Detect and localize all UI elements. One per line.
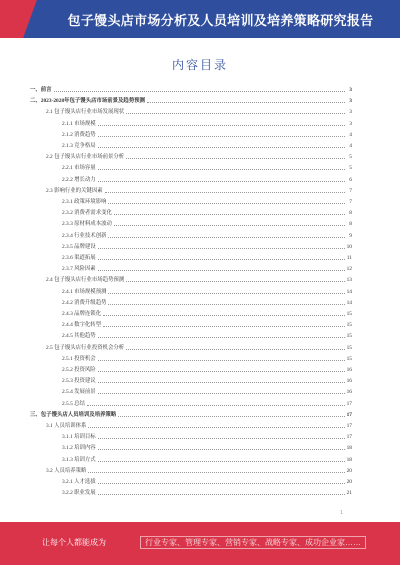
toc-leader-dots — [103, 325, 345, 327]
toc-entry-label: 2.4.3 品牌连锁化 — [62, 311, 102, 317]
toc-entry-page: 17 — [346, 434, 352, 441]
toc-entry[interactable] — [62, 254, 352, 262]
toc-entry[interactable] — [62, 288, 352, 296]
report-title: 包子馒头店市场分析及人员培训及培养策略研究报告 — [67, 13, 374, 28]
toc-entry-page: 4 — [349, 143, 352, 149]
toc-entry[interactable] — [62, 198, 352, 206]
toc-entry-label: 2.3.2 消费者需求变化 — [62, 210, 112, 217]
toc-entry-page: 8 — [349, 210, 352, 217]
toc-entry[interactable] — [62, 142, 352, 150]
toc-leader-dots — [98, 336, 345, 338]
toc-entry[interactable] — [62, 377, 352, 385]
toc-entry-page: 6 — [349, 176, 352, 183]
toc-entry-label: 2.5.4 发展前景 — [62, 389, 96, 396]
toc-entry[interactable] — [62, 164, 352, 172]
toc-entry[interactable] — [46, 108, 352, 116]
toc-leader-dots — [98, 269, 345, 271]
toc-entry[interactable] — [46, 153, 352, 161]
toc-leader-dots — [54, 90, 345, 92]
toc-entry[interactable] — [46, 467, 352, 475]
toc-entry-label: 3.2.2 职业发展 — [62, 490, 96, 497]
toc-entry-page: 17 — [346, 423, 352, 429]
report-header — [0, 0, 400, 38]
toc-entry-label: 2.1.1 市场规模 — [62, 120, 96, 127]
toc-leader-dots — [98, 180, 345, 182]
toc-entry-label: 2.4 包子馒头店行业市场趋势预测 — [46, 277, 125, 284]
toc-entry-label: 3.1 人员培训体系 — [46, 423, 87, 429]
footer-tag: 让每个人都能成为 — [42, 538, 106, 547]
toc-entry-page: 7 — [349, 187, 352, 194]
toc-entry-page: 15 — [346, 311, 352, 317]
toc-entry-label: 2.4.4 数字化转型 — [62, 322, 102, 329]
toc-entry-label: 2.1.3 竞争格局 — [62, 143, 96, 149]
toc-leader-dots — [98, 493, 345, 495]
toc-entry-label: 2.1.2 消费趋势 — [62, 131, 96, 138]
toc-leader-dots — [98, 168, 345, 170]
toc-entry-label: 2.2.1 市场容量 — [62, 165, 96, 172]
toc-leader-dots — [98, 460, 345, 462]
toc-entry-page: 4 — [349, 131, 352, 138]
toc-entry-page: 14 — [346, 288, 352, 295]
toc-entry[interactable] — [62, 120, 352, 128]
toc-entry-label: 2.4.5 其他趋势 — [62, 333, 96, 340]
toc-leader-dots — [88, 426, 345, 428]
toc-entry[interactable] — [62, 332, 352, 340]
toc-entry-page: 15 — [346, 344, 352, 351]
toc-entry-label: 3.1.2 培训内容 — [62, 445, 96, 452]
toc-leader-dots — [126, 348, 345, 350]
toc-entry-page: 17 — [346, 400, 352, 407]
toc-entry[interactable] — [62, 388, 352, 396]
toc-leader-dots — [108, 303, 345, 305]
toc-heading: 内容目录 — [171, 58, 228, 72]
toc-leader-dots — [114, 224, 345, 226]
toc-leader-dots — [108, 292, 345, 294]
toc-leader-dots — [98, 392, 345, 394]
toc-leader-dots — [98, 359, 345, 361]
toc-leader-dots — [98, 437, 345, 439]
toc-entry[interactable] — [62, 220, 352, 228]
toc-entry[interactable] — [62, 478, 352, 486]
toc-entry[interactable] — [62, 209, 352, 217]
toc-leader-dots — [108, 236, 345, 238]
toc-entry-label: 2.5.3 投资建议 — [62, 378, 96, 385]
toc-entry-page: 16 — [346, 367, 352, 373]
toc-entry[interactable] — [62, 489, 352, 497]
toc-entry-label: 一、前言 — [30, 87, 52, 93]
toc-entry[interactable] — [62, 131, 352, 139]
toc-entry-label: 2.4.1 市场规模预测 — [62, 288, 107, 295]
toc-entry[interactable] — [62, 400, 352, 408]
toc-entry-page: 11 — [346, 255, 352, 261]
toc-entry-label: 2.3 影响行业的关键因素 — [46, 187, 103, 194]
toc-leader-dots — [98, 124, 345, 126]
toc-leader-dots — [98, 258, 345, 260]
toc-entry-page: 17 — [346, 411, 352, 418]
toc-entry[interactable] — [30, 97, 352, 105]
toc-leader-dots — [126, 157, 345, 159]
toc-leader-dots — [98, 370, 345, 372]
toc-leader-dots — [126, 280, 345, 282]
toc-entry[interactable] — [62, 232, 352, 240]
toc-entry-label: 2.3.7 风险因素 — [62, 266, 96, 273]
toc-entry-label: 2.5.5 总结 — [62, 400, 85, 407]
toc-entry-page: 3 — [349, 87, 352, 93]
toc-entry[interactable] — [62, 355, 352, 363]
toc-entry[interactable] — [62, 321, 352, 329]
toc-entry-label: 2.5.2 投资风险 — [62, 367, 96, 373]
toc-entry-page: 16 — [346, 378, 352, 385]
toc-leader-dots — [105, 191, 345, 193]
toc-entry[interactable] — [62, 444, 352, 452]
toc-leader-dots — [98, 247, 345, 249]
toc-entry-page: 14 — [346, 299, 352, 306]
toc-entry-label: 2.2 包子馒头店行业市场前景分析 — [46, 154, 125, 161]
toc-entry-page: 9 — [349, 232, 352, 239]
toc-leader-dots — [98, 448, 345, 450]
toc-entry-page: 16 — [346, 389, 352, 396]
toc-entry-label: 三、包子馒头店人员培训及培养策略 — [30, 411, 117, 418]
toc-entry[interactable] — [46, 344, 352, 352]
toc-entry-label: 3.1.1 培训目标 — [62, 434, 96, 441]
table-of-contents — [30, 86, 352, 506]
footer-tagline: 行业专家、管理专家、营销专家、战略专家、成功企业家…… — [140, 536, 366, 549]
toc-leader-dots — [126, 112, 345, 114]
toc-entry-page: 5 — [349, 165, 352, 172]
toc-leader-dots — [103, 314, 345, 316]
toc-entry-page: 10 — [346, 243, 352, 250]
toc-entry-label: 2.5.1 投资机会 — [62, 355, 96, 362]
header-accent-stripe — [0, 0, 37, 38]
toc-entry[interactable] — [30, 86, 352, 94]
toc-entry-page: 13 — [346, 277, 352, 284]
toc-entry-page: 5 — [349, 154, 352, 161]
toc-entry-page: 20 — [346, 467, 352, 474]
toc-entry-page: 3 — [349, 98, 352, 105]
page-number: 1 — [340, 510, 343, 516]
toc-entry-page: 15 — [346, 322, 352, 329]
toc-entry-label: 3.2 人员培养策略 — [46, 467, 87, 474]
toc-leader-dots — [114, 213, 345, 215]
toc-entry[interactable] — [62, 243, 352, 251]
toc-leader-dots — [88, 471, 345, 473]
toc-entry[interactable] — [62, 433, 352, 441]
toc-entry[interactable] — [62, 299, 352, 307]
toc-entry-page: 8 — [349, 221, 352, 228]
toc-entry[interactable] — [46, 422, 352, 430]
toc-entry-page: 21 — [346, 490, 352, 497]
toc-entry[interactable] — [30, 411, 352, 419]
toc-entry-label: 2.4.2 消费升级趋势 — [62, 299, 107, 306]
toc-entry-label: 2.1 包子馒头店行业市场发展现状 — [46, 109, 125, 116]
toc-entry[interactable] — [46, 187, 352, 195]
toc-entry-label: 2.3.6 渠道拓展 — [62, 255, 96, 261]
toc-leader-dots — [98, 482, 345, 484]
toc-entry-label: 2.3.5 品牌建设 — [62, 243, 96, 250]
toc-entry-label: 2.5 包子馒头店行业投资机会分析 — [46, 344, 125, 351]
toc-entry-label: 3.1.3 培训方式 — [62, 456, 96, 463]
toc-entry-label: 2.3.1 政策环境影响 — [62, 199, 107, 205]
toc-leader-dots — [108, 202, 345, 204]
toc-leader-dots — [98, 135, 345, 137]
toc-leader-dots — [118, 415, 345, 417]
toc-entry[interactable] — [62, 456, 352, 464]
footer-banner — [0, 522, 400, 565]
toc-entry-page: 3 — [349, 120, 352, 127]
toc-entry-page: 3 — [349, 109, 352, 116]
toc-entry-page: 18 — [346, 445, 352, 452]
toc-entry-label: 2.3.4 行业技术创新 — [62, 232, 107, 239]
toc-entry-page: 20 — [346, 479, 352, 485]
toc-entry[interactable] — [62, 366, 352, 374]
toc-entry[interactable] — [46, 276, 352, 284]
toc-entry-page: 18 — [346, 456, 352, 463]
toc-leader-dots — [87, 404, 345, 406]
toc-entry-label: 2.2.2 增长动力 — [62, 176, 96, 183]
toc-entry-label: 3.2.1 人才选拔 — [62, 479, 96, 485]
toc-entry-page: 12 — [346, 266, 352, 273]
toc-entry[interactable] — [62, 265, 352, 273]
toc-leader-dots — [147, 101, 345, 103]
toc-entry-page: 15 — [346, 333, 352, 340]
toc-entry-page: 7 — [349, 199, 352, 205]
toc-entry-label: 二、2023-2028年包子馒头店市场前景及趋势预测 — [30, 98, 145, 105]
toc-entry-page: 15 — [346, 355, 352, 362]
toc-entry[interactable] — [62, 176, 352, 184]
toc-entry[interactable] — [62, 310, 352, 318]
toc-leader-dots — [98, 381, 345, 383]
toc-leader-dots — [98, 146, 345, 148]
toc-entry-label: 2.3.3 原材料成本波动 — [62, 221, 112, 228]
